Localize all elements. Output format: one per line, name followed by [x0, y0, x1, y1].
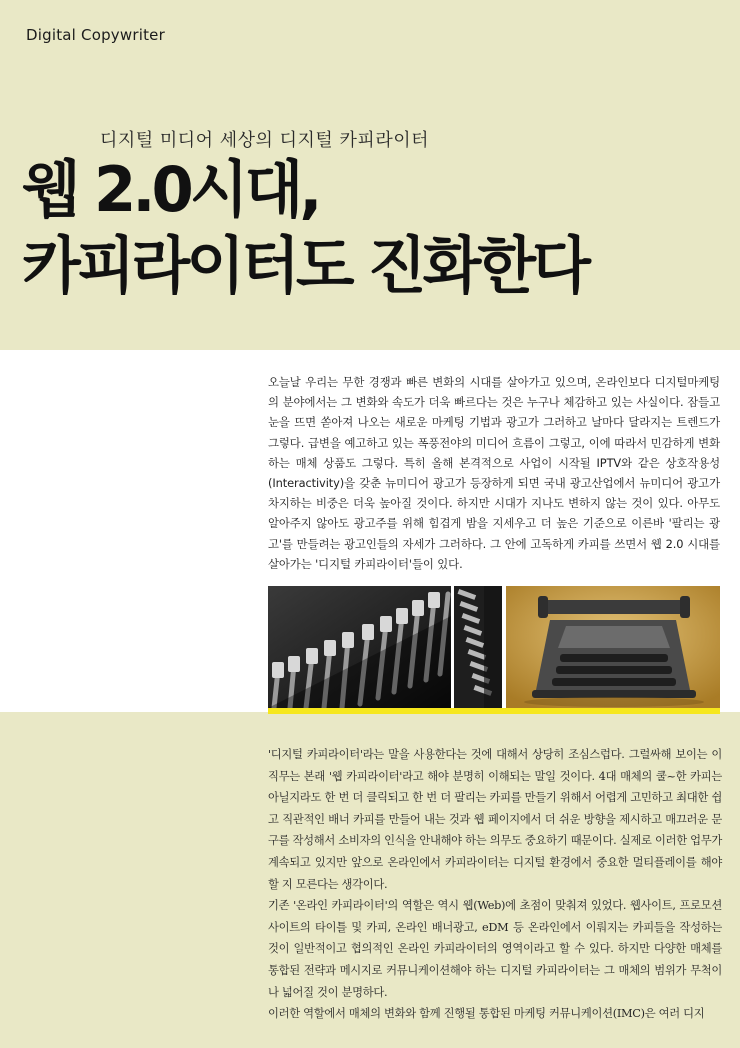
headline-line-1: 웹 2.0시대, — [22, 153, 319, 226]
article-headline — [22, 152, 587, 304]
typewriter-typebars-photo — [454, 586, 502, 708]
intro-paragraph: 오늘날 우리는 무한 경쟁과 빠른 변화의 시대를 살아가고 있으며, 온라인보다 디지털마케팅의 분야에서는 그 변화와 속도가 더욱 빠르다는 것은 누구나 체감하고 있는 사실이다. 잠들고 눈을 뜨면 쏟아져 나오는 새로운 마케팅 기법과 광고가 그러하고 날마다 달라지는 트렌드가 그렇다. 급변을 예고하고 있는 폭풍전야의 미디어 흐름이 그렇고, 이에 따라서 민감하게 변화하는 매체 상품도 그렇다. 특히 올해 본격적으로 사업이 시작될 IPTV와 같은 상호작용성(Interactivity)을 갖춘 뉴미디어 광고가 등장하게 되면 국내 광고산업에서 뉴미디어 광고가 차지하는 비중은 더욱 높아질 것이다. 하지만 시대가 지나도 변하지 않는 것이 있다. 아무도 알아주지 않아도 광고주를 위해 힘겹게 밤을 지세우고 더 높은 기준으로 이른바 '팔리는 광고'를 만들려는 광고인들의 자세가 그러하다. 그 안에 고독하게 카피를 쓰면서 웹 2.0 시대를 살아가는 '디지털 카피라이터'들이 있다. — [268, 375, 720, 571]
accent-bar — [268, 708, 720, 714]
photo-strip — [268, 586, 720, 708]
article-body — [268, 744, 722, 1025]
headline-line-2: 카피라이터도 진화한다 — [22, 229, 587, 302]
body-paragraph-1: '디지털 카피라이터'라는 말을 사용한다는 것에 대해서 상당히 조심스럽다. 그럴싸해 보이는 이 직무는 본래 '웹 카피라이터'라고 해야 분명히 이해되는 말일 것이다. 4대 매체의 쿨~한 카피는 아닐지라도 한 번 더 클릭되고 한 번 더 팔리는 카피를 만들기 위해서 어렵게 고민하고 최대한 쉽고 직관적인 배너 카피를 만들어 내는 것과 웹 페이지에서 더 쉬운 방향을 제시하고 매끄러운 문구를 작성해서 소비자의 인식을 안내해야 하는 의무도 중요하기 때문이다. 실제로 이러한 업무가 계속되고 있지만 앞으로 온라인에서 카피라이터는 디지털 환경에서 중요한 멀티플레이를 해야 할 지 모른다는 생각이다. — [268, 748, 722, 891]
body-paragraph-2: 기존 '온라인 카피라이터'의 역할은 역시 웹(Web)에 초점이 맞춰져 있었다. 웹사이트, 프로모션 사이트의 타이틀 및 카피, 온라인 배너광고, eDM 등 온라인에서 이뤄지는 카피들을 작성하는 것이 일반적이고 협의적인 온라인 카피라이터의 영역이라고 할 수 있다. 하지만 다양한 매체를 통합된 전략과 메시지로 커뮤니케이션해야 하는 디지털 카피라이터는 그 매체의 범위가 무척이나 넓어질 것이 분명하다. — [268, 899, 722, 999]
section-label: Digital Copywriter — [26, 26, 165, 44]
article-subtitle: 디지털 미디어 세상의 디지털 카피라이터 — [100, 130, 429, 151]
vintage-typewriter-photo — [506, 586, 720, 708]
body-paragraph-3: 이러한 역할에서 매체의 변화와 함께 진행될 통합된 마케팅 커뮤니케이션(IMC)은 여러 디지 — [268, 1007, 705, 1021]
typewriter-keys-closeup-photo — [268, 586, 451, 708]
